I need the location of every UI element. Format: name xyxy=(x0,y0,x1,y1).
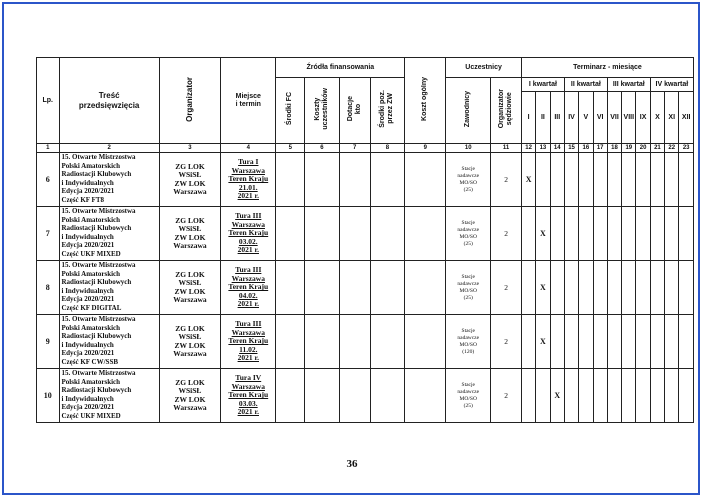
row-place-line: Teren Kraju xyxy=(228,336,269,346)
month-cell xyxy=(679,261,694,315)
column-number: 9 xyxy=(405,144,446,153)
month-cell xyxy=(536,369,550,423)
empty-cell xyxy=(405,369,446,423)
month-cell xyxy=(607,261,621,315)
column-number: 5 xyxy=(276,144,305,153)
month-cell xyxy=(650,261,664,315)
header-zrodla: Źródła finansowania xyxy=(276,58,405,78)
row-sedziowie: 2 xyxy=(491,261,522,315)
header-month: X xyxy=(650,92,664,144)
row-place-line: 2021 r. xyxy=(237,299,259,309)
month-cell xyxy=(550,153,564,207)
header-miejsce-text: Miejsce i termin xyxy=(235,92,261,108)
month-cell xyxy=(622,315,636,369)
month-cell xyxy=(650,315,664,369)
header-organizator xyxy=(159,58,220,144)
row-organizer: ZG LOK WSiSŁ ZW LOK Warszawa xyxy=(159,261,220,315)
month-cell xyxy=(564,207,578,261)
month-cell xyxy=(665,153,679,207)
month-cell xyxy=(622,369,636,423)
column-number: 20 xyxy=(636,144,650,153)
row-place xyxy=(221,369,276,423)
month-cell xyxy=(521,261,535,315)
header-zawodnicy xyxy=(446,78,491,144)
header-kwartal-1: I kwartał xyxy=(521,78,564,92)
column-number: 13 xyxy=(536,144,550,153)
row-place-line: 03.02. xyxy=(238,236,258,246)
empty-cell xyxy=(305,153,340,207)
month-cell xyxy=(536,153,550,207)
row-title: 15. Otwarte Mistrzostwa Polski Amatorskich Radiostacji Klubowych i Indywidualnych Edycja 2020/2021 Część KF DIGITAL xyxy=(59,261,159,315)
empty-cell xyxy=(405,261,446,315)
month-cell xyxy=(636,315,650,369)
row-place-line: Teren Kraju xyxy=(228,228,269,238)
month-cell xyxy=(665,369,679,423)
month-cell xyxy=(593,207,607,261)
column-number: 14 xyxy=(550,144,564,153)
empty-cell xyxy=(370,153,405,207)
row-place-line: Tura III xyxy=(235,211,262,221)
row-place-line: Warszawa xyxy=(231,165,265,175)
row-title: 15. Otwarte Mistrzostwa Polski Amatorskich Radiostacji Klubowych i Indywidualnych Edycja 2020/2021 Część KF FT8 xyxy=(59,153,159,207)
month-cell xyxy=(636,261,650,315)
header-organizator-text: Organizator xyxy=(184,76,194,122)
table-row xyxy=(37,261,694,315)
header-kwartal-4: IV kwartał xyxy=(650,78,693,92)
empty-cell xyxy=(405,207,446,261)
header-koszty-uczestnikow xyxy=(305,78,340,144)
header-month: IX xyxy=(636,92,650,144)
row-place-line: Tura IV xyxy=(235,373,262,383)
column-number: 15 xyxy=(564,144,578,153)
month-cell xyxy=(550,207,564,261)
row-lp: 6 xyxy=(37,153,60,207)
column-number: 16 xyxy=(579,144,593,153)
header-lp: Lp. xyxy=(37,58,60,144)
row-place xyxy=(221,207,276,261)
column-number: 10 xyxy=(446,144,491,153)
month-cell xyxy=(564,261,578,315)
row-lp: 10 xyxy=(37,369,60,423)
column-number: 7 xyxy=(339,144,370,153)
row-title: 15. Otwarte Mistrzostwa Polski Amatorskich Radiostacji Klubowych i Indywidualnych Edycja 2020/2021 Część UKF MIXED xyxy=(59,369,159,423)
row-place xyxy=(221,315,276,369)
row-place-line: Teren Kraju xyxy=(228,282,269,292)
month-cell xyxy=(593,315,607,369)
column-number: 18 xyxy=(607,144,621,153)
row-place-line: 21.01. xyxy=(238,182,258,192)
row-lp: 8 xyxy=(37,261,60,315)
row-place-line: Warszawa xyxy=(231,273,265,283)
header-miejsce xyxy=(221,58,276,144)
row-sedziowie: 2 xyxy=(491,207,522,261)
month-cell xyxy=(679,369,694,423)
empty-cell xyxy=(276,207,305,261)
row-place-line: Warszawa xyxy=(231,219,265,229)
row-place-line: Warszawa xyxy=(231,381,265,391)
row-place-line: Tura III xyxy=(235,265,262,275)
column-number: 23 xyxy=(679,144,694,153)
month-cell xyxy=(564,315,578,369)
row-lp: 7 xyxy=(37,207,60,261)
row-place-line: Tura I xyxy=(238,157,259,167)
header-tresc-text: Treść przedsięwzięcia xyxy=(78,90,140,110)
month-cell xyxy=(593,261,607,315)
month-cell xyxy=(636,207,650,261)
month-cell xyxy=(607,153,621,207)
empty-cell xyxy=(405,153,446,207)
row-place-line: 2021 r. xyxy=(237,191,259,201)
row-place-line: 2021 r. xyxy=(237,353,259,363)
header-koszty-uczestnikow-text: Koszty uczestników xyxy=(313,88,329,130)
empty-cell xyxy=(276,369,305,423)
row-place xyxy=(221,153,276,207)
header-srodki-zw-text: Środki poz. przez ZW xyxy=(379,90,395,128)
row-place-line: Warszawa xyxy=(231,327,265,337)
empty-cell xyxy=(339,315,370,369)
empty-cell xyxy=(305,261,340,315)
schedule-table xyxy=(36,57,694,423)
month-cell xyxy=(665,315,679,369)
row-place-line: 2021 r. xyxy=(237,245,259,255)
empty-cell xyxy=(370,207,405,261)
table-row xyxy=(37,207,694,261)
row-zawodnicy: Stacje nadawcze MO/SO (25) xyxy=(446,261,491,315)
header-zawodnicy-text: Zawodnicy xyxy=(464,90,472,128)
row-organizer: ZG LOK WSiSŁ ZW LOK Warszawa xyxy=(159,153,220,207)
month-cell xyxy=(636,369,650,423)
header-month: XI xyxy=(665,92,679,144)
empty-cell xyxy=(370,315,405,369)
header-dotacje-text: Dotacje kto xyxy=(346,96,362,122)
row-organizer: ZG LOK WSiSŁ ZW LOK Warszawa xyxy=(159,315,220,369)
header-srodki-fc xyxy=(276,78,305,144)
month-cell xyxy=(622,153,636,207)
column-number: 3 xyxy=(159,144,220,153)
empty-cell xyxy=(405,315,446,369)
column-number: 17 xyxy=(593,144,607,153)
month-mark: X xyxy=(550,369,564,423)
header-uczestnicy: Uczestnicy xyxy=(446,58,522,78)
empty-cell xyxy=(305,369,340,423)
row-title: 15. Otwarte Mistrzostwa Polski Amatorskich Radiostacji Klubowych i Indywidualnych Edycja 2020/2021 Część KF CW/SSB xyxy=(59,315,159,369)
month-cell xyxy=(607,369,621,423)
month-cell xyxy=(593,369,607,423)
row-place-line: 03.03. xyxy=(238,398,258,408)
column-number: 6 xyxy=(305,144,340,153)
empty-cell xyxy=(339,261,370,315)
month-cell xyxy=(650,207,664,261)
header-koszt xyxy=(405,58,446,144)
row-lp: 9 xyxy=(37,315,60,369)
row-place-line: Tura III xyxy=(235,319,262,329)
month-mark: X xyxy=(521,153,535,207)
month-cell xyxy=(679,315,694,369)
row-zawodnicy: Stacje nadawcze MO/SO (25) xyxy=(446,153,491,207)
header-month: VII xyxy=(607,92,621,144)
header-organizator-sedziowie-text: Organizator sędziowie xyxy=(498,89,514,129)
column-number: 21 xyxy=(650,144,664,153)
row-place-line: 04.02. xyxy=(238,290,258,300)
column-number: 11 xyxy=(491,144,522,153)
row-sedziowie: 2 xyxy=(491,153,522,207)
month-mark: X xyxy=(536,207,550,261)
month-cell xyxy=(550,261,564,315)
row-place-line: Teren Kraju xyxy=(228,390,269,400)
row-place-line: 2021 r. xyxy=(237,407,259,417)
column-number: 12 xyxy=(521,144,535,153)
header-kwartal-3: III kwartał xyxy=(607,78,650,92)
row-sedziowie: 2 xyxy=(491,315,522,369)
month-cell xyxy=(579,315,593,369)
header-tresc xyxy=(59,58,159,144)
row-place xyxy=(221,261,276,315)
month-cell xyxy=(622,207,636,261)
month-cell xyxy=(607,207,621,261)
empty-cell xyxy=(276,153,305,207)
month-cell xyxy=(564,369,578,423)
column-number: 1 xyxy=(37,144,60,153)
column-number: 8 xyxy=(370,144,405,153)
row-title: 15. Otwarte Mistrzostwa Polski Amatorskich Radiostacji Klubowych i Indywidualnych Edycja 2020/2021 Część UKF MIXED xyxy=(59,207,159,261)
month-cell xyxy=(564,153,578,207)
empty-cell xyxy=(370,261,405,315)
header-organizator-sedziowie xyxy=(491,78,522,144)
row-sedziowie: 2 xyxy=(491,369,522,423)
empty-cell xyxy=(276,261,305,315)
column-number: 2 xyxy=(59,144,159,153)
month-cell xyxy=(550,315,564,369)
header-koszt-text: Koszt ogólny xyxy=(421,77,429,121)
month-cell xyxy=(521,315,535,369)
header-dotacje xyxy=(339,78,370,144)
table-row xyxy=(37,369,694,423)
header-month: V xyxy=(579,92,593,144)
header-month: IV xyxy=(564,92,578,144)
month-cell xyxy=(665,261,679,315)
empty-cell xyxy=(305,207,340,261)
row-organizer: ZG LOK WSiSŁ ZW LOK Warszawa xyxy=(159,207,220,261)
header-srodki-zw xyxy=(370,78,405,144)
row-place-line: Teren Kraju xyxy=(228,174,269,184)
header-month: VIII xyxy=(622,92,636,144)
month-cell xyxy=(521,207,535,261)
row-place-line: 11.02. xyxy=(239,344,258,354)
month-cell xyxy=(622,261,636,315)
column-number: 22 xyxy=(665,144,679,153)
month-cell xyxy=(593,153,607,207)
month-cell xyxy=(679,153,694,207)
row-organizer: ZG LOK WSiSŁ ZW LOK Warszawa xyxy=(159,369,220,423)
empty-cell xyxy=(305,315,340,369)
header-month: III xyxy=(550,92,564,144)
month-cell xyxy=(521,369,535,423)
row-zawodnicy: Stacje nadawcze MO/SO (25) xyxy=(446,207,491,261)
month-mark: X xyxy=(536,315,550,369)
month-cell xyxy=(579,207,593,261)
empty-cell xyxy=(339,153,370,207)
empty-cell xyxy=(339,207,370,261)
month-cell xyxy=(665,207,679,261)
header-month: VI xyxy=(593,92,607,144)
header-month: XII xyxy=(679,92,694,144)
month-cell xyxy=(607,315,621,369)
empty-cell xyxy=(339,369,370,423)
month-cell xyxy=(579,369,593,423)
empty-cell xyxy=(276,315,305,369)
header-srodki-fc-text: Środki FC xyxy=(286,92,294,126)
empty-cell xyxy=(370,369,405,423)
column-number: 4 xyxy=(221,144,276,153)
month-cell xyxy=(636,153,650,207)
header-month: I xyxy=(521,92,535,144)
month-cell xyxy=(650,369,664,423)
row-zawodnicy: Stacje nadawcze MO/SO (25) xyxy=(446,369,491,423)
header-kwartal-2: II kwartał xyxy=(564,78,607,92)
month-cell xyxy=(579,153,593,207)
month-mark: X xyxy=(536,261,550,315)
table-row xyxy=(37,153,694,207)
month-cell xyxy=(579,261,593,315)
month-cell xyxy=(679,207,694,261)
column-number: 19 xyxy=(622,144,636,153)
page-number: 36 xyxy=(346,458,358,470)
header-month: II xyxy=(536,92,550,144)
table-row xyxy=(37,315,694,369)
month-cell xyxy=(650,153,664,207)
header-terminarz: Terminarz - miesiące xyxy=(521,58,693,78)
row-zawodnicy: Stacje nadawcze MO/SO (120) xyxy=(446,315,491,369)
